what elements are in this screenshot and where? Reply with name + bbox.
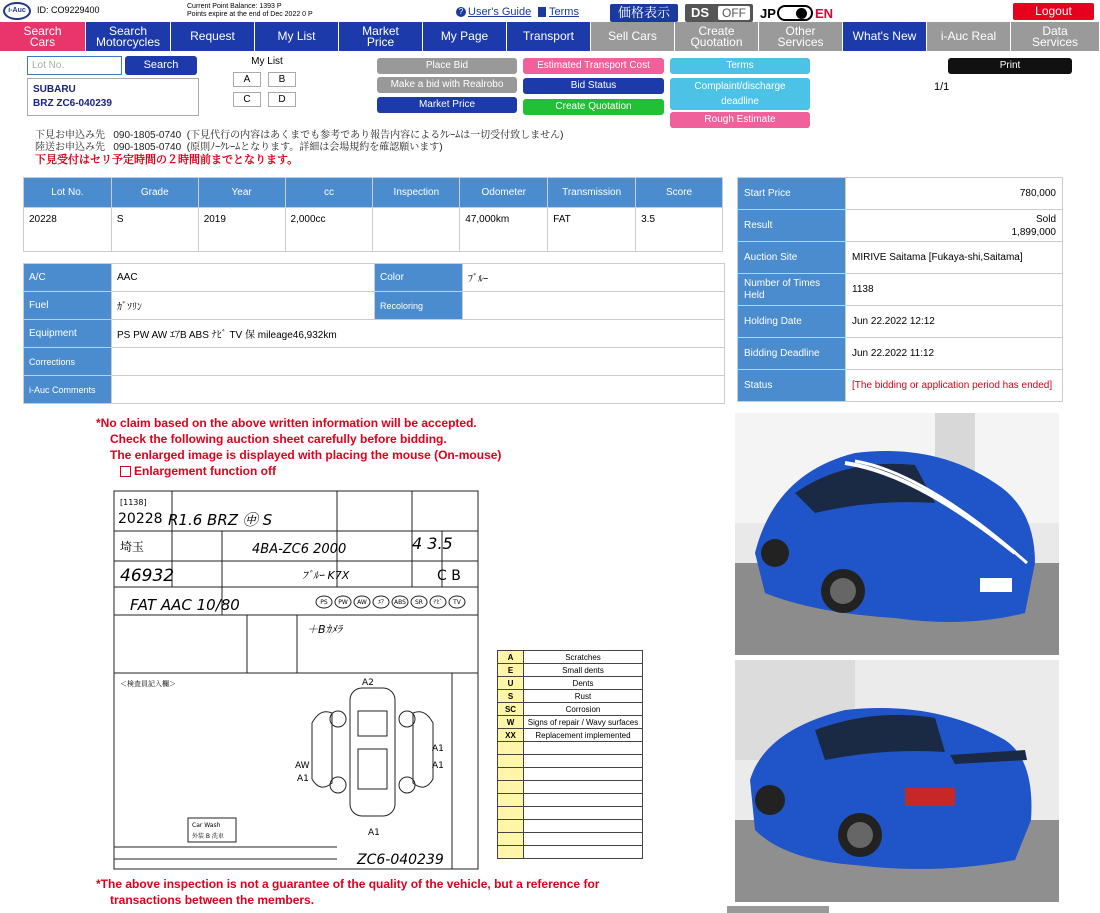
legend-empty-row xyxy=(498,781,643,794)
sheet-chassis-number: ZC6-040239 xyxy=(357,852,444,868)
footnote xyxy=(96,876,599,908)
page-counter: 1/1 xyxy=(934,81,950,93)
nav-item[interactable]: i-Auc Real xyxy=(927,22,1011,51)
legend-empty-row xyxy=(498,768,643,781)
spec-header: Year xyxy=(198,178,285,208)
nav-item[interactable]: Sell Cars xyxy=(591,22,675,51)
ds-state: OFF xyxy=(718,6,750,20)
legend-key xyxy=(498,846,524,859)
damage-mark: A1 xyxy=(297,774,309,784)
ds-toggle[interactable] xyxy=(685,4,753,22)
info-row xyxy=(738,178,1063,210)
nav-item[interactable]: Create Quotation xyxy=(675,22,759,51)
equip-mark: PW xyxy=(338,599,348,606)
recoloring-value xyxy=(463,292,725,320)
legend-row xyxy=(498,716,643,729)
legend-empty-row xyxy=(498,755,643,768)
document-icon xyxy=(538,7,546,17)
bid-status-button[interactable]: Bid Status xyxy=(523,78,664,94)
legend-key xyxy=(498,794,524,807)
lot-number-input[interactable]: Lot No. xyxy=(27,56,122,75)
toggle-knob xyxy=(796,8,807,19)
holding-date-value: Jun 22.2022 12:12 xyxy=(846,306,1063,338)
legend-key: A xyxy=(498,651,524,664)
lang-jp[interactable]: JP xyxy=(760,6,776,21)
legend-row xyxy=(498,677,643,690)
note-text: (下見代行の内容はあくまでも参考であり報告内容によるｸﾚｰﾑは一切受付致しません) xyxy=(186,130,564,141)
legend-value xyxy=(524,846,643,859)
ac-value: AAC xyxy=(112,264,375,292)
realrobo-bid-button[interactable]: Make a bid with Realrobo xyxy=(377,77,517,93)
spec-table xyxy=(23,177,723,252)
sheet-transmission: FAT AAC 10/80 xyxy=(130,596,240,614)
damage-mark: A1 xyxy=(432,744,444,754)
equipment-label: Equipment xyxy=(24,320,112,348)
note-text: (原則ﾉｰｸﾚｰﾑとなります。詳細は会場規約を確認願います) xyxy=(186,142,443,153)
legend-value xyxy=(524,833,643,846)
enlargement-label: Enlargement function off xyxy=(134,464,276,478)
legend-value xyxy=(524,820,643,833)
bidding-deadline-value: Jun 22.2022 11:12 xyxy=(846,338,1063,370)
disclaimer-line: *No claim based on the above written information will be accepted. xyxy=(96,416,477,430)
car-photo-front[interactable] xyxy=(735,413,1059,655)
legend-value: Rust xyxy=(524,690,643,703)
legend-key: E xyxy=(498,664,524,677)
comments-value xyxy=(112,376,725,404)
legend-empty-row xyxy=(498,807,643,820)
info-row xyxy=(738,306,1063,338)
legend-row xyxy=(498,664,643,677)
top-bar xyxy=(0,0,1100,22)
legend-empty-row xyxy=(498,833,643,846)
logout-button[interactable]: Logout xyxy=(1013,3,1094,20)
info-row xyxy=(738,274,1063,306)
detail-table xyxy=(23,263,725,404)
spec-value: FAT xyxy=(548,208,636,252)
legend-value xyxy=(524,742,643,755)
points-info xyxy=(187,3,313,19)
corrections-value xyxy=(112,348,725,376)
language-toggle[interactable] xyxy=(777,5,813,21)
car-photo-rear[interactable] xyxy=(735,660,1059,902)
my-list xyxy=(232,56,302,69)
sheet-inspector-title: ＜検査員記入欄＞ xyxy=(120,680,176,688)
points-expire: Points expire at the end of Dec 2022 0 P xyxy=(187,11,313,18)
recoloring-label: Recoloring xyxy=(375,292,463,320)
spec-value: 47,000km xyxy=(460,208,548,252)
damage-mark: A1 xyxy=(368,828,380,838)
nav-item[interactable]: Other Services xyxy=(759,22,843,51)
my-list-b[interactable]: B xyxy=(268,72,296,87)
equip-mark: PS xyxy=(320,599,328,606)
legend-key xyxy=(498,781,524,794)
note-label: 陸送お申込み先 xyxy=(35,142,105,153)
footnote-line: *The above inspection is not a guarantee of the quality of the vehicle, but a reference for xyxy=(96,877,600,891)
sheet-carwash: Car Wash xyxy=(192,822,221,829)
sheet-lot: 20228 xyxy=(118,511,163,527)
note-line-2 xyxy=(35,142,563,154)
comments-label: i-Auc Comments xyxy=(24,376,112,404)
my-list-a[interactable]: A xyxy=(233,72,261,87)
legend-row xyxy=(498,703,643,716)
legend-empty-row xyxy=(498,794,643,807)
detail-row xyxy=(24,320,725,348)
my-list-d[interactable]: D xyxy=(268,92,296,107)
spec-header-row xyxy=(24,178,723,208)
equip-mark: SR xyxy=(415,599,423,606)
spec-header: Inspection xyxy=(373,178,460,208)
times-held-label: Number of Times Held xyxy=(738,274,846,306)
complaint-deadline-button[interactable]: Complaint/discharge deadline xyxy=(670,78,810,110)
points-balance: Current Point Balance: 1393 P xyxy=(187,3,282,10)
equip-mark: ABS xyxy=(394,599,406,606)
equip-mark: TV xyxy=(453,599,461,606)
legend-value xyxy=(524,781,643,794)
users-guide-link[interactable] xyxy=(456,6,531,18)
legend-value: Scratches xyxy=(524,651,643,664)
spec-header: Score xyxy=(636,178,723,208)
enlargement-toggle[interactable] xyxy=(96,463,501,479)
main-nav xyxy=(0,22,1100,51)
my-list-c[interactable]: C xyxy=(233,92,261,107)
legend-key xyxy=(498,820,524,833)
legend-row xyxy=(498,690,643,703)
legend-value: Small dents xyxy=(524,664,643,677)
nav-item[interactable]: Search Motorcycles xyxy=(86,22,171,51)
help-icon: ? xyxy=(456,7,466,17)
legend-empty-row xyxy=(498,820,643,833)
legend-empty-row xyxy=(498,742,643,755)
times-held-value: 1138 xyxy=(846,274,1063,306)
my-list-title: My List xyxy=(251,56,283,67)
legend-value: Corrosion xyxy=(524,703,643,716)
footnote-line: transactions between the members. xyxy=(110,893,315,907)
car-model: BRZ ZC6-040239 xyxy=(33,98,112,109)
rough-estimate-button[interactable]: Rough Estimate xyxy=(670,112,810,128)
create-quotation-button[interactable]: Create Quotation xyxy=(523,99,664,115)
legend-key: SC xyxy=(498,703,524,716)
car-diagram xyxy=(312,688,433,816)
disclaimer xyxy=(96,415,501,479)
sheet-grades: C B xyxy=(437,568,461,584)
color-label: Color xyxy=(375,264,463,292)
detail-row xyxy=(24,292,725,320)
sheet-chassis-code: 4BA-ZC6 2000 xyxy=(252,542,347,557)
ac-label: A/C xyxy=(24,264,112,292)
equip-mark: ｴｱ xyxy=(377,599,385,606)
transport-cost-button[interactable]: Estimated Transport Cost xyxy=(523,58,664,74)
legend-key xyxy=(498,755,524,768)
info-row xyxy=(738,210,1063,242)
more-photos-thumbnail[interactable] xyxy=(727,906,829,913)
fuel-label: Fuel xyxy=(24,292,112,320)
spec-value: 3.5 xyxy=(636,208,723,252)
detail-row xyxy=(24,376,725,404)
legend-key xyxy=(498,833,524,846)
sheet-color-hand: ﾌﾞﾙｰ K7X xyxy=(302,569,350,582)
start-price-value: 780,000 xyxy=(846,178,1063,210)
info-row xyxy=(738,338,1063,370)
terms-button[interactable]: Terms xyxy=(670,58,810,74)
result-label: Result xyxy=(738,210,846,242)
sheet-prefecture: 埼玉 xyxy=(120,540,145,554)
result-value xyxy=(846,210,1063,242)
legend-key: S xyxy=(498,690,524,703)
spec-header: Lot No. xyxy=(24,178,112,208)
start-price-label: Start Price xyxy=(738,178,846,210)
legend-value xyxy=(524,768,643,781)
spec-header: cc xyxy=(285,178,373,208)
note-label: 下見お申込み先 xyxy=(35,130,105,141)
spec-header: Odometer xyxy=(460,178,548,208)
auction-site-value: MIRIVE Saitama [Fukaya-shi,Saitama] xyxy=(846,242,1063,274)
sheet-mileage: 46932 xyxy=(120,566,175,586)
damage-legend xyxy=(497,650,643,859)
legend-key: U xyxy=(498,677,524,690)
sheet-score: 4 3.5 xyxy=(412,534,453,553)
nav-item[interactable]: My Page xyxy=(423,22,507,51)
spec-header: Transmission xyxy=(548,178,636,208)
result-price: 1,899,000 xyxy=(1011,226,1056,238)
sheet-session: [1138] xyxy=(120,498,147,507)
spec-value: 2019 xyxy=(198,208,285,252)
legend-key xyxy=(498,807,524,820)
equip-mark: ﾅﾋﾞ xyxy=(433,599,443,606)
note-phone: 090-1805-0740 xyxy=(113,142,182,153)
damage-mark: AW xyxy=(295,761,310,771)
detail-row xyxy=(24,264,725,292)
disclaimer-line: The enlarged image is displayed with placing the mouse (On-mouse) xyxy=(110,448,502,462)
enlargement-checkbox[interactable] xyxy=(120,466,131,477)
legend-value: Dents xyxy=(524,677,643,690)
status-label: Status xyxy=(738,370,846,402)
place-bid-button[interactable]: Place Bid xyxy=(377,58,517,74)
inspection-notes xyxy=(35,130,563,166)
auction-site-label: Auction Site xyxy=(738,242,846,274)
spec-value xyxy=(373,208,460,252)
fuel-value: ｶﾞｿﾘﾝ xyxy=(112,292,375,320)
spec-value-row xyxy=(24,208,723,252)
holding-date-label: Holding Date xyxy=(738,306,846,338)
nav-item[interactable]: Transport xyxy=(507,22,591,51)
car-title-box xyxy=(27,78,199,116)
note-warning: 下見受付はセリ予定時間の２時間前までとなります。 xyxy=(35,154,299,166)
legend-row xyxy=(498,729,643,742)
corrections-label: Corrections xyxy=(24,348,112,376)
nav-item[interactable]: Search Cars xyxy=(0,22,86,51)
result-status: Sold xyxy=(1035,213,1056,225)
search-button[interactable]: Search xyxy=(125,56,197,75)
legend-value xyxy=(524,755,643,768)
legend-value: Signs of repair / Wavy surfaces xyxy=(524,716,643,729)
equip-mark: AW xyxy=(357,599,367,606)
iauc-logo[interactable]: i-Auc xyxy=(3,2,31,20)
lang-en[interactable]: EN xyxy=(815,6,834,21)
nav-item[interactable]: Data Services xyxy=(1011,22,1100,51)
terms-link[interactable] xyxy=(538,6,579,18)
sheet-option-note: ＋Bｶﾒﾗ xyxy=(307,623,343,636)
user-id: ID: CO9229400 xyxy=(37,5,100,15)
nav-item[interactable]: Request xyxy=(171,22,255,51)
users-guide-label: User's Guide xyxy=(468,6,532,18)
damage-mark: A1 xyxy=(432,761,444,771)
legend-key xyxy=(498,742,524,755)
ds-label: DS xyxy=(691,5,710,20)
color-value: ﾌﾞﾙｰ xyxy=(463,264,725,292)
print-button[interactable]: Print xyxy=(948,58,1072,74)
legend-empty-row xyxy=(498,846,643,859)
market-price-button[interactable]: Market Price xyxy=(377,97,517,113)
info-row xyxy=(738,370,1063,402)
legend-key: XX xyxy=(498,729,524,742)
nav-item[interactable]: Market Price xyxy=(339,22,423,51)
note-phone: 090-1805-0740 xyxy=(113,130,182,141)
status-value: [The bidding or application period has ended] xyxy=(846,370,1063,402)
legend-value xyxy=(524,794,643,807)
bidding-deadline-label: Bidding Deadline xyxy=(738,338,846,370)
auction-info-table xyxy=(737,177,1063,402)
auction-sheet-image[interactable] xyxy=(112,483,484,873)
legend-key xyxy=(498,768,524,781)
legend-value xyxy=(524,807,643,820)
sheet-carwash-grade: 外装 B 洗車 xyxy=(192,833,224,840)
car-make: SUBARU xyxy=(33,84,76,95)
detail-row xyxy=(24,348,725,376)
legend-key: W xyxy=(498,716,524,729)
price-display-button[interactable]: 価格表示 xyxy=(610,4,678,22)
nav-item[interactable]: My List xyxy=(255,22,339,51)
spec-header: Grade xyxy=(111,178,198,208)
sheet-model-hand: R1.6 BRZ ㊥ S xyxy=(168,511,273,529)
info-row xyxy=(738,242,1063,274)
spec-value: 20228 xyxy=(24,208,112,252)
legend-value: Replacement implemented xyxy=(524,729,643,742)
terms-label: Terms xyxy=(549,6,579,18)
disclaimer-line: Check the following auction sheet carefully before bidding. xyxy=(110,432,447,446)
spec-value: 2,000cc xyxy=(285,208,373,252)
spec-value: S xyxy=(111,208,198,252)
damage-mark: A2 xyxy=(362,678,374,688)
legend-row xyxy=(498,651,643,664)
nav-item[interactable]: What's New xyxy=(843,22,927,51)
equipment-value: PS PW AW ｴｱB ABS ﾅﾋﾞ TV 保 mileage46,932km xyxy=(112,320,725,348)
note-line-1 xyxy=(35,130,563,142)
